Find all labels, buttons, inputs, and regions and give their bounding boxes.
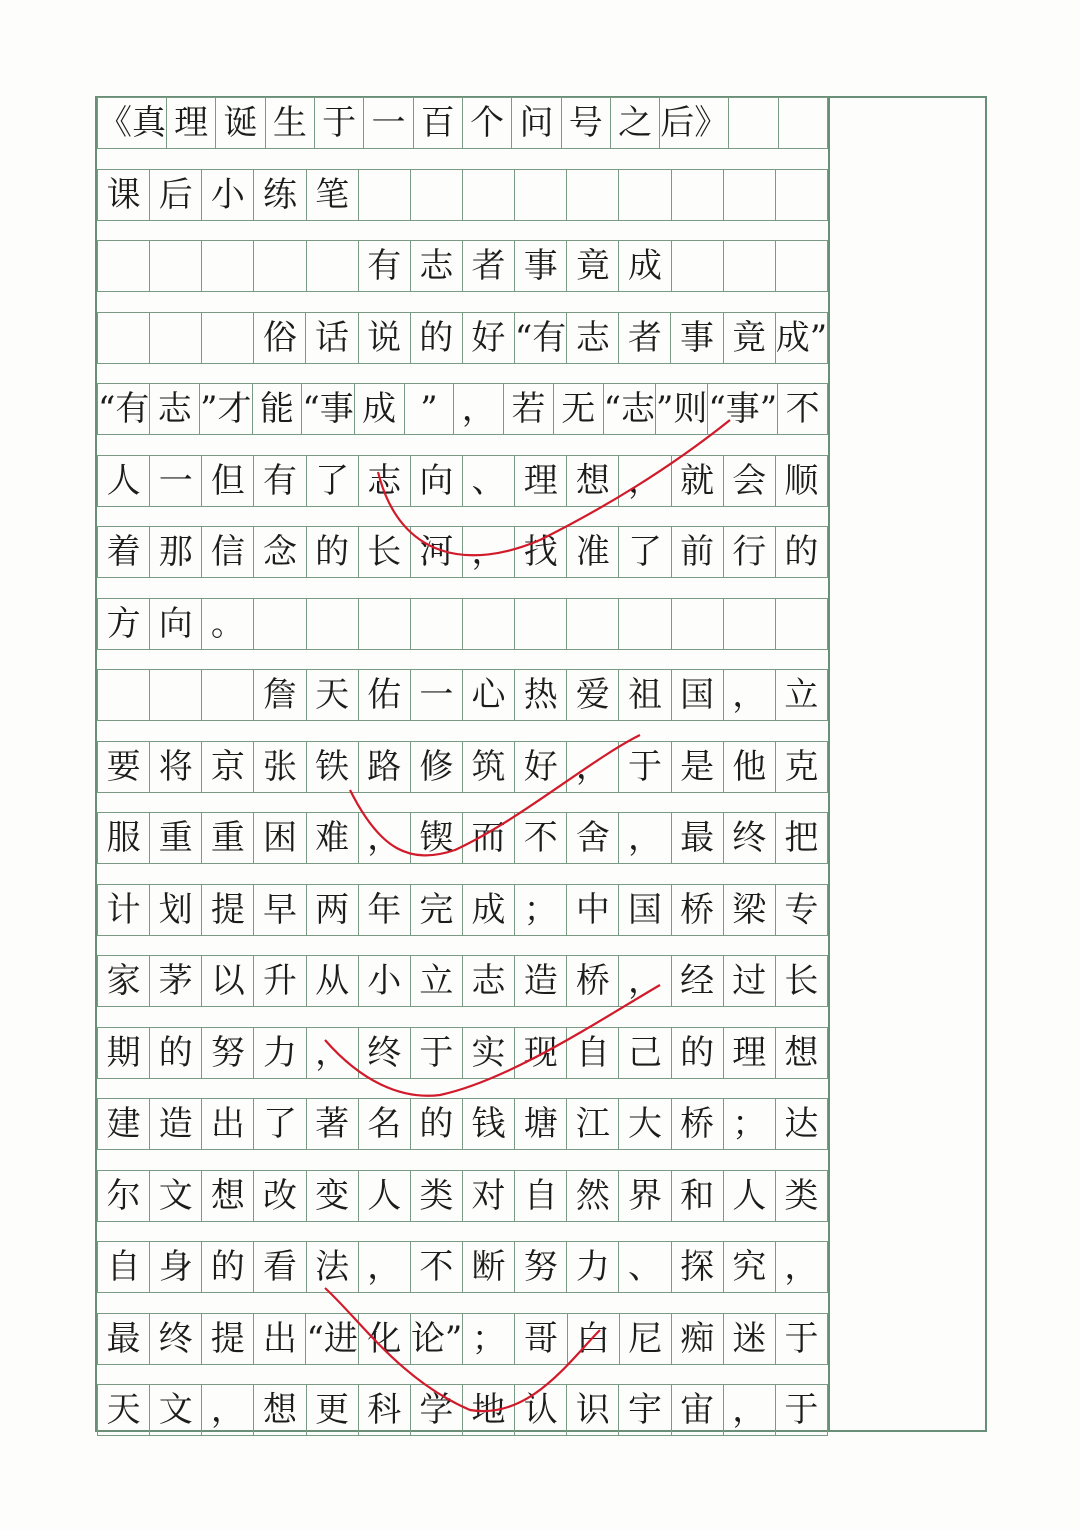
grid-cell: 若 [504, 384, 554, 434]
grid-cell: 路 [359, 742, 411, 792]
grid-cell: 大 [619, 1099, 671, 1149]
grid-cell: ， [454, 384, 504, 434]
grid-cell: 桥 [672, 885, 724, 935]
grid-cell: 服 [97, 813, 150, 863]
grid-cell: 志 [359, 456, 411, 506]
grid-cell: 终 [150, 1314, 202, 1364]
grid-cell: 把 [776, 813, 828, 863]
grid-cell: 竟 [724, 313, 776, 363]
grid-cell: 一 [411, 670, 463, 720]
grid-cell: 中 [567, 885, 619, 935]
grid-cell: 年 [359, 885, 411, 935]
grid-cell: 方 [97, 599, 150, 649]
grid-cell: 类 [411, 1171, 463, 1221]
grid-cell: 立 [776, 670, 828, 720]
grid-cell: 专 [776, 885, 828, 935]
grid-cell: 想 [254, 1385, 306, 1435]
grid-cell: “事 [302, 384, 354, 434]
grid-cell: 竟 [567, 241, 619, 291]
grid-cell [150, 241, 202, 291]
grid-cell: 迷 [724, 1314, 776, 1364]
grid-cell: ； [515, 885, 567, 935]
grid-cell: 桥 [567, 956, 619, 1006]
grid-cell: 的 [202, 1242, 254, 1292]
grid-cell: 尼 [620, 1314, 672, 1364]
grid-cell: 话 [306, 313, 358, 363]
grid-cell: 事 [515, 241, 567, 291]
grid-row [97, 97, 828, 149]
grid-cell [776, 599, 828, 649]
grid-cell: 克 [776, 742, 828, 792]
grid-cell: 有 [359, 241, 411, 291]
grid-cell [307, 599, 359, 649]
grid-cell: 《真 [97, 98, 167, 148]
grid-cell [411, 599, 463, 649]
grid-cell: 成 [355, 384, 405, 434]
grid-cell [202, 241, 254, 291]
grid-cell: 著 [307, 1099, 359, 1149]
grid-cell: 长 [359, 527, 411, 577]
grid-cell: 尔 [97, 1171, 150, 1221]
grid-cell [515, 599, 567, 649]
grid-cell [150, 670, 202, 720]
grid-cell [463, 170, 515, 220]
grid-row [97, 598, 828, 650]
grid-cell [776, 170, 828, 220]
grid-cell [729, 98, 778, 148]
grid-cell: 热 [515, 670, 567, 720]
grid-cell: 要 [97, 742, 150, 792]
grid-cell [724, 241, 776, 291]
grid-cell: ， [619, 456, 671, 506]
grid-cell: 然 [567, 1171, 619, 1221]
grid-cell: “事” [708, 384, 778, 434]
grid-cell: 但 [202, 456, 254, 506]
grid-cell: “进 [306, 1314, 358, 1364]
grid-cell: 筑 [463, 742, 515, 792]
grid-cell: 好 [463, 313, 515, 363]
grid-cell: 铁 [307, 742, 359, 792]
grid-cell: 者 [463, 241, 515, 291]
grid-cell [619, 599, 671, 649]
grid-cell: 后 [150, 170, 202, 220]
grid-cell: 梁 [724, 885, 776, 935]
grid-cell: 了 [619, 527, 671, 577]
grid-cell: 。 [202, 599, 254, 649]
grid-cell: 达 [776, 1099, 828, 1149]
grid-cell: 努 [202, 1028, 254, 1078]
grid-cell: 天 [307, 670, 359, 720]
grid-cell: 号 [562, 98, 611, 148]
grid-cell: 课 [97, 170, 150, 220]
grid-cell [724, 170, 776, 220]
grid-cell: 事 [671, 313, 723, 363]
grid-cell: 锲 [411, 813, 463, 863]
grid-cell: 人 [724, 1171, 776, 1221]
grid-cell: 无 [554, 384, 604, 434]
grid-cell: 己 [619, 1028, 671, 1078]
grid-cell: 造 [150, 1099, 202, 1149]
grid-cell: 个 [463, 98, 512, 148]
grid-cell: ， [619, 956, 671, 1006]
grid-cell [672, 170, 724, 220]
grid-cell: 不 [411, 1242, 463, 1292]
grid-row [97, 383, 828, 435]
grid-cell: 经 [672, 956, 724, 1006]
grid-cell: 不 [515, 813, 567, 863]
grid-cell: 现 [515, 1028, 567, 1078]
grid-cell: ， [463, 527, 515, 577]
grid-cell: ； [463, 1314, 515, 1364]
grid-cell: ， [776, 1242, 828, 1292]
grid-cell: 笔 [307, 170, 359, 220]
grid-cell: ， [724, 670, 776, 720]
grid-cell: 会 [724, 456, 776, 506]
grid-cell: 修 [411, 742, 463, 792]
grid-cell: 更 [307, 1385, 359, 1435]
grid-cell [359, 170, 411, 220]
grid-cell: 是 [672, 742, 724, 792]
grid-cell: 想 [776, 1028, 828, 1078]
grid-cell: 志 [463, 956, 515, 1006]
grid-cell: 造 [515, 956, 567, 1006]
grid-cell: “有 [515, 313, 567, 363]
grid-cell: 行 [724, 527, 776, 577]
grid-cell: “有 [97, 384, 150, 434]
grid-cell: 哥 [515, 1314, 567, 1364]
grid-cell: 立 [411, 956, 463, 1006]
grid-cell: 准 [567, 527, 619, 577]
grid-cell: 的 [411, 1099, 463, 1149]
grid-cell: 力 [567, 1242, 619, 1292]
grid-cell: 有 [254, 456, 306, 506]
grid-cell: 提 [202, 885, 254, 935]
grid-cell: 能 [253, 384, 303, 434]
grid-cell: 划 [150, 885, 202, 935]
grid-cell [307, 241, 359, 291]
grid-cell: 于 [315, 98, 364, 148]
grid-cell: 小 [359, 956, 411, 1006]
grid-cell: 了 [254, 1099, 306, 1149]
grid-cell: 找 [515, 527, 567, 577]
grid-cell: 完 [411, 885, 463, 935]
grid-cell: ， [619, 813, 671, 863]
grid-cell: 一 [150, 456, 202, 506]
grid-cell: 小 [202, 170, 254, 220]
grid-cell: 究 [724, 1242, 776, 1292]
grid-cell [619, 170, 671, 220]
grid-row [97, 1241, 828, 1293]
grid-cell: 宇 [619, 1385, 671, 1435]
grid-cell: 于 [776, 1314, 828, 1364]
grid-cell: 长 [776, 956, 828, 1006]
grid-cell [776, 241, 828, 291]
grid-cell: 身 [150, 1242, 202, 1292]
grid-cell: 最 [97, 1314, 150, 1364]
grid-cell: 者 [619, 313, 671, 363]
grid-cell: 张 [254, 742, 306, 792]
grid-cell: 前 [672, 527, 724, 577]
grid-cell: 佑 [359, 670, 411, 720]
grid-cell: 一 [364, 98, 413, 148]
grid-cell: 重 [202, 813, 254, 863]
grid-cell [411, 170, 463, 220]
grid-cell: 不 [778, 384, 828, 434]
grid-row [97, 669, 828, 721]
grid-cell: 成 [463, 885, 515, 935]
grid-cell: 练 [254, 170, 306, 220]
grid-cell: 难 [307, 813, 359, 863]
grid-cell: 变 [307, 1171, 359, 1221]
grid-cell: 问 [512, 98, 561, 148]
grid-cell: 国 [672, 670, 724, 720]
grid-cell: 白 [568, 1314, 620, 1364]
grid-cell: 念 [254, 527, 306, 577]
grid-cell: 詹 [254, 670, 306, 720]
grid-row [97, 312, 828, 364]
grid-cell: 、 [463, 456, 515, 506]
grid-cell: 于 [776, 1385, 828, 1435]
grid-cell: 最 [672, 813, 724, 863]
grid-row [97, 169, 828, 221]
grid-cell: 的 [776, 527, 828, 577]
grid-cell [254, 241, 306, 291]
grid-cell: 名 [359, 1099, 411, 1149]
grid-cell: 家 [97, 956, 150, 1006]
grid-cell [724, 599, 776, 649]
grid-cell [672, 599, 724, 649]
grid-cell: 理 [724, 1028, 776, 1078]
grid-cell: 将 [150, 742, 202, 792]
grid-cell: 类 [776, 1171, 828, 1221]
grid-cell: 想 [202, 1171, 254, 1221]
grid-cell: ， [567, 742, 619, 792]
grid-cell [97, 670, 150, 720]
grid-cell: 论” [411, 1314, 463, 1364]
grid-row [97, 1098, 828, 1150]
grid-cell: 天 [97, 1385, 150, 1435]
grid-cell: 着 [97, 527, 150, 577]
grid-cell: 生 [266, 98, 315, 148]
grid-cell: ”才 [200, 384, 252, 434]
grid-cell: 志 [150, 384, 200, 434]
grid-cell: 认 [515, 1385, 567, 1435]
grid-cell [463, 599, 515, 649]
grid-cell: 终 [724, 813, 776, 863]
grid-row [97, 526, 828, 578]
grid-cell: 的 [672, 1028, 724, 1078]
grid-cell: 努 [515, 1242, 567, 1292]
grid-cell [254, 599, 306, 649]
grid-cell: ” [405, 384, 455, 434]
grid-row [97, 1170, 828, 1222]
grid-cell: 茅 [150, 956, 202, 1006]
grid-cell: 地 [463, 1385, 515, 1435]
grid-cell [779, 98, 828, 148]
grid-row [97, 240, 828, 292]
grid-cell: ， [359, 813, 411, 863]
grid-cell: 识 [567, 1385, 619, 1435]
grid-row [97, 1027, 828, 1079]
grid-cell: 和 [672, 1171, 724, 1221]
grid-cell: 期 [97, 1028, 150, 1078]
grid-cell: 江 [567, 1099, 619, 1149]
grid-cell: 好 [515, 742, 567, 792]
grid-row [97, 1384, 828, 1436]
grid-cell: 百 [414, 98, 463, 148]
grid-cell: 向 [411, 456, 463, 506]
grid-cell: 的 [150, 1028, 202, 1078]
grid-cell [202, 670, 254, 720]
grid-cell: 理 [515, 456, 567, 506]
grid-cell: 祖 [619, 670, 671, 720]
grid-cell: 了 [307, 456, 359, 506]
grid-cell: 断 [463, 1242, 515, 1292]
grid-cell [567, 599, 619, 649]
grid-cell: 志 [411, 241, 463, 291]
grid-cell: 成 [619, 241, 671, 291]
margin-line [828, 96, 830, 1432]
grid-cell: 建 [97, 1099, 150, 1149]
grid-cell [567, 170, 619, 220]
grid-cell: 实 [463, 1028, 515, 1078]
grid-cell: 力 [254, 1028, 306, 1078]
grid-cell: 法 [307, 1242, 359, 1292]
grid-cell [672, 241, 724, 291]
grid-cell: 爱 [567, 670, 619, 720]
grid-cell: 的 [411, 313, 463, 363]
grid-cell: 河 [411, 527, 463, 577]
grid-cell: ； [724, 1099, 776, 1149]
grid-cell: 以 [202, 956, 254, 1006]
grid-cell: 的 [307, 527, 359, 577]
grid-cell: 国 [619, 885, 671, 935]
grid-cell: 塘 [515, 1099, 567, 1149]
grid-cell: 人 [359, 1171, 411, 1221]
grid-cell: 志 [567, 313, 619, 363]
grid-cell: 痴 [672, 1314, 724, 1364]
grid-cell: 、 [619, 1242, 671, 1292]
grid-cell: ”则 [656, 384, 708, 434]
grid-cell: 之 [611, 98, 660, 148]
grid-cell: 自 [97, 1242, 150, 1292]
grid-cell: 两 [307, 885, 359, 935]
grid-cell: 顺 [776, 456, 828, 506]
grid-cell: 自 [515, 1171, 567, 1221]
grid-cell: ， [307, 1028, 359, 1078]
grid-cell: 桥 [672, 1099, 724, 1149]
grid-cell: 重 [150, 813, 202, 863]
grid-cell: 成” [776, 313, 828, 363]
grid-cell: 升 [254, 956, 306, 1006]
grid-cell: 文 [150, 1171, 202, 1221]
grid-cell: 诞 [216, 98, 265, 148]
grid-cell: 探 [672, 1242, 724, 1292]
grid-cell: ， [359, 1242, 411, 1292]
grid-cell [359, 599, 411, 649]
grid-cell: 理 [167, 98, 216, 148]
grid-row [97, 455, 828, 507]
grid-cell: 看 [254, 1242, 306, 1292]
grid-cell: 化 [359, 1314, 411, 1364]
grid-cell: 终 [359, 1028, 411, 1078]
grid-cell: “志 [604, 384, 656, 434]
grid-cell: 宙 [672, 1385, 724, 1435]
grid-row [97, 741, 828, 793]
grid-cell: ， [202, 1385, 254, 1435]
grid-cell: 那 [150, 527, 202, 577]
grid-cell: 舍 [567, 813, 619, 863]
grid-cell: 从 [307, 956, 359, 1006]
grid-cell: 俗 [254, 313, 306, 363]
grid-cell: 出 [202, 1099, 254, 1149]
grid-cell: 计 [97, 885, 150, 935]
grid-cell: 自 [567, 1028, 619, 1078]
grid-cell [202, 313, 254, 363]
grid-cell: 过 [724, 956, 776, 1006]
grid-cell: 出 [254, 1314, 306, 1364]
grid-row [97, 1313, 828, 1365]
grid-cell [150, 313, 202, 363]
grid-cell: 困 [254, 813, 306, 863]
grid-cell: 就 [672, 456, 724, 506]
grid-cell: 向 [150, 599, 202, 649]
grid-cell: 界 [619, 1171, 671, 1221]
grid-cell: 人 [97, 456, 150, 506]
grid-cell: 文 [150, 1385, 202, 1435]
grid-row [97, 884, 828, 936]
grid-cell [515, 170, 567, 220]
grid-cell: 于 [411, 1028, 463, 1078]
grid-cell: 于 [619, 742, 671, 792]
grid-cell: 学 [411, 1385, 463, 1435]
grid-cell: ， [724, 1385, 776, 1435]
grid-cell: 京 [202, 742, 254, 792]
grid-cell: 想 [567, 456, 619, 506]
grid-cell: 科 [359, 1385, 411, 1435]
grid-cell: 他 [724, 742, 776, 792]
grid-cell: 改 [254, 1171, 306, 1221]
grid-cell: 心 [463, 670, 515, 720]
grid-cell: 钱 [463, 1099, 515, 1149]
grid-cell: 信 [202, 527, 254, 577]
grid-cell [97, 241, 150, 291]
grid-cell: 后》 [660, 98, 729, 148]
grid-cell: 提 [202, 1314, 254, 1364]
grid-cell: 而 [463, 813, 515, 863]
grid-cell [97, 313, 150, 363]
grid-row [97, 955, 828, 1007]
grid-cell: 说 [359, 313, 411, 363]
grid-row [97, 812, 828, 864]
grid-cell: 对 [463, 1171, 515, 1221]
grid-cell: 早 [254, 885, 306, 935]
